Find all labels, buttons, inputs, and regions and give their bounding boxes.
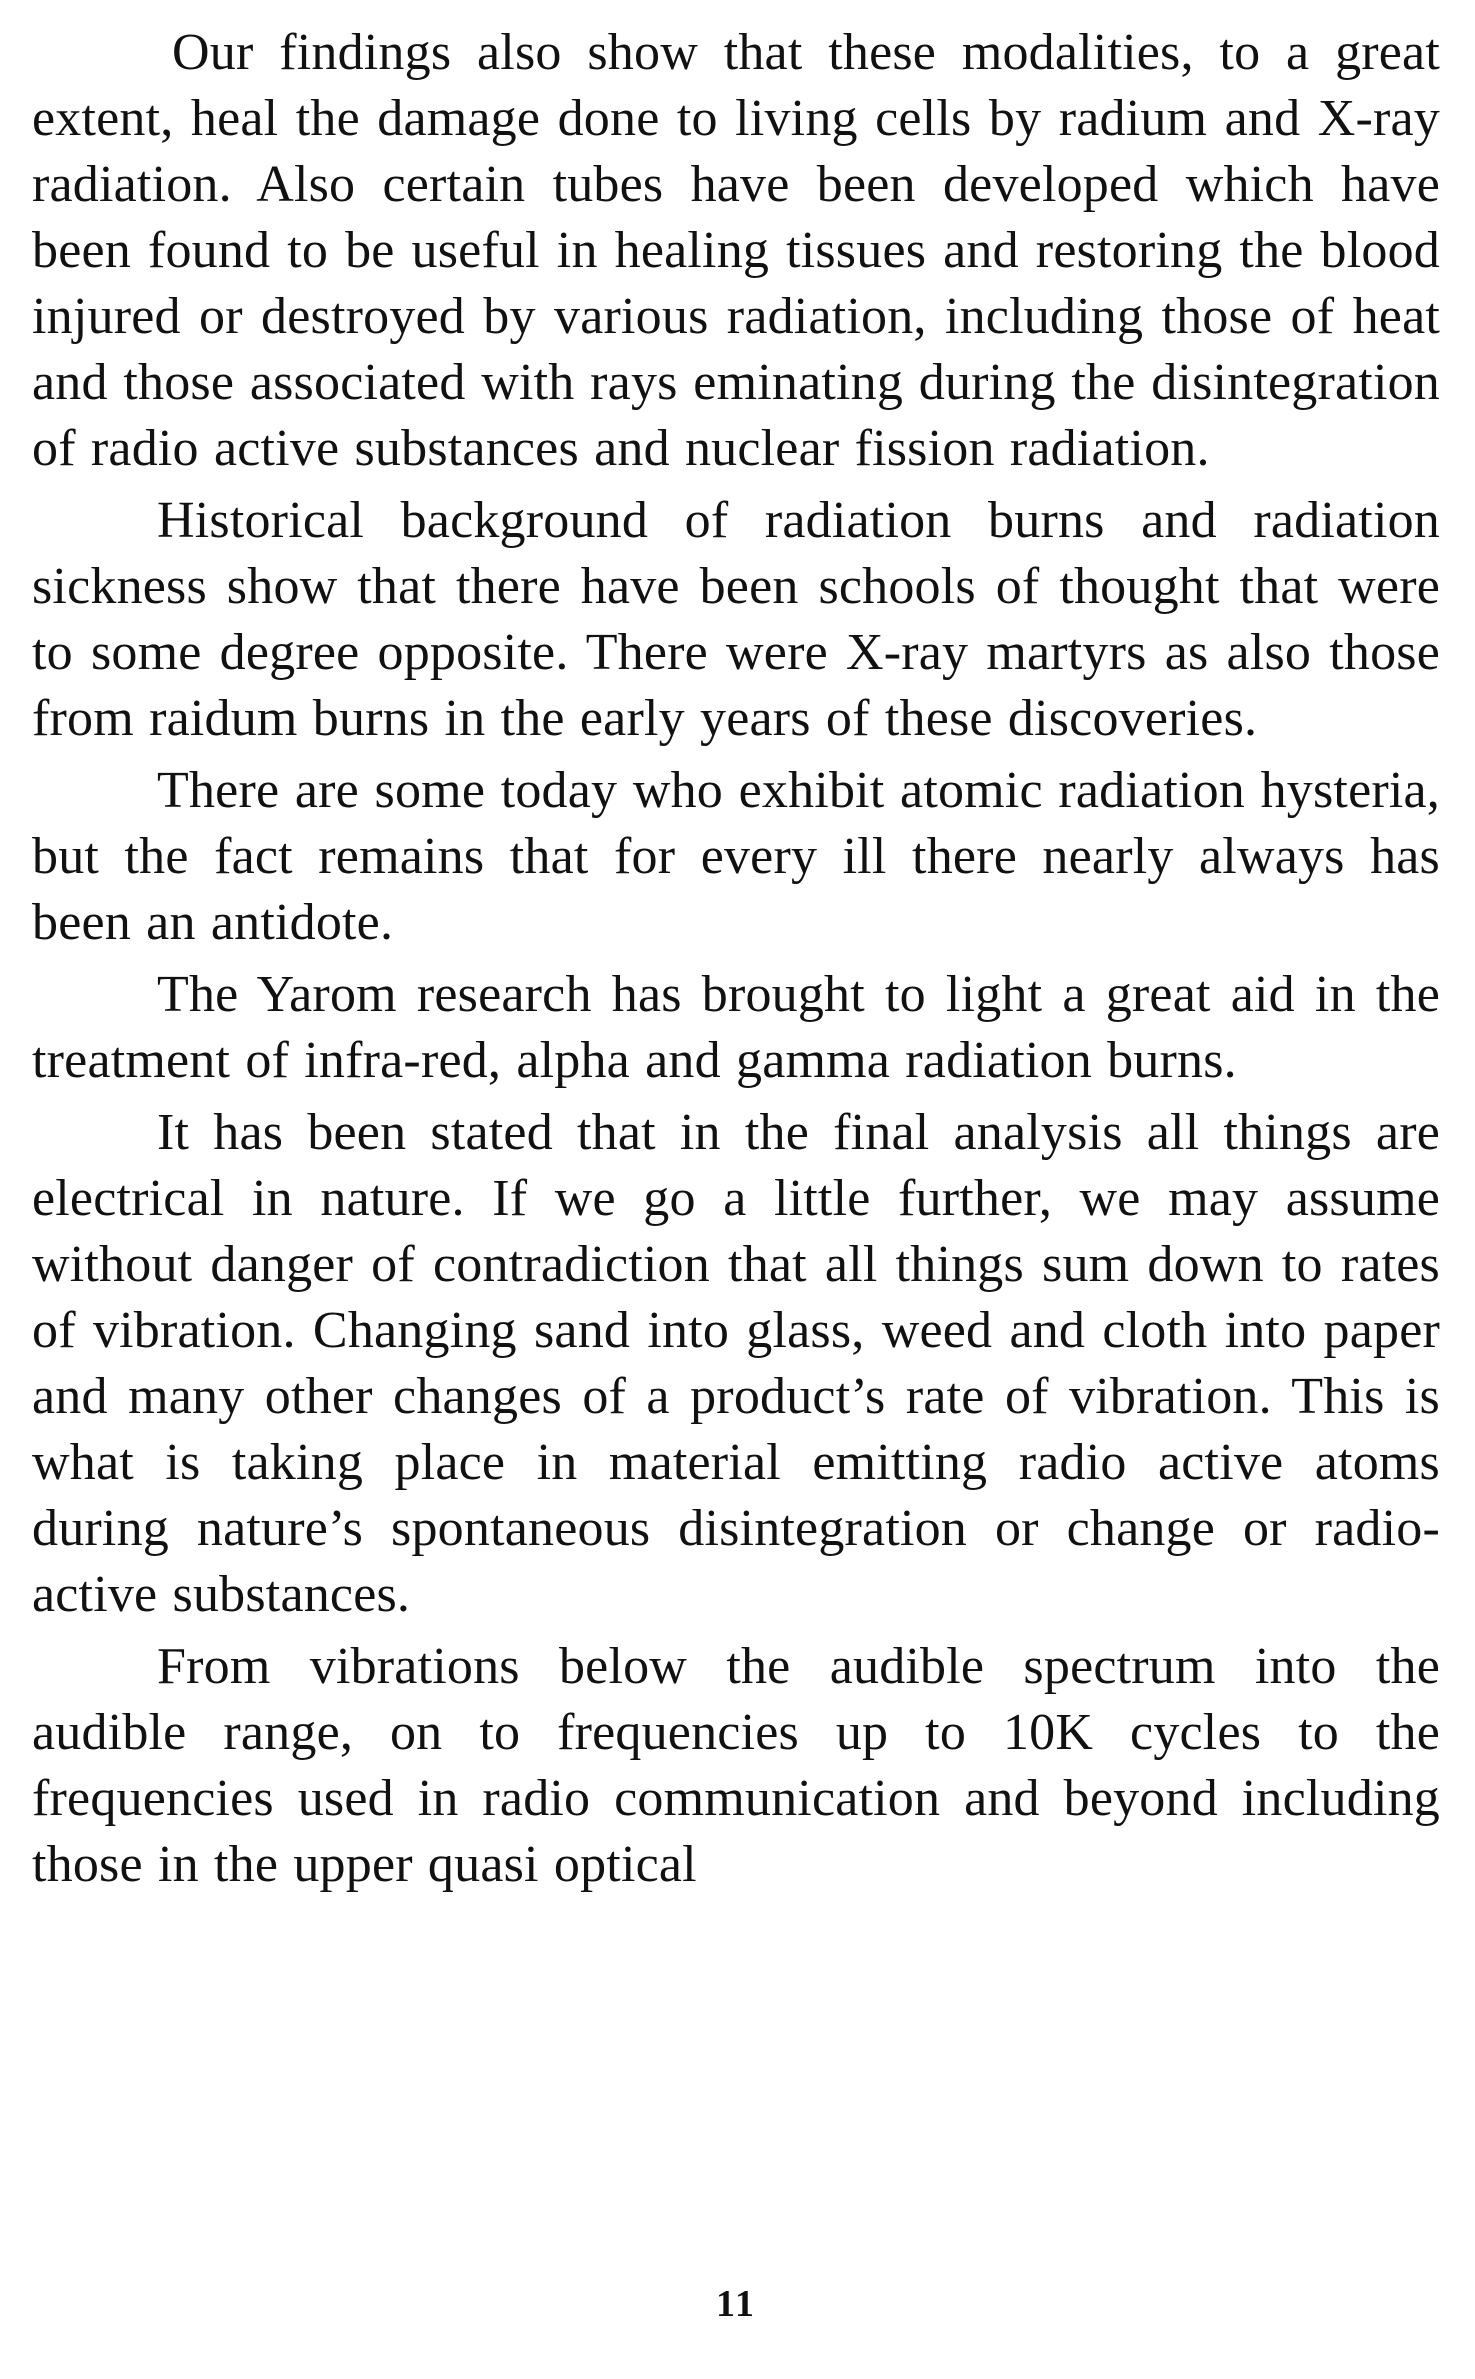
paragraph-6: From vibrations below the audible spectrum into the audible range, on to frequencies up to 10K cycles to the frequencies used in radio communication and beyond including those in the upper quasi optical (32, 1638, 1440, 1893)
paragraph-1: Our findings also show that these modalities, to a great extent, heal the damage done to living cells by radium and X-ray radiation. Also certain tubes have been developed which have been found to be useful in healing tissues and restoring the blood injured or destroyed by various radiation, including those of heat and those associated with rays eminating during the disintegration of radio active substances and nuclear fission radiation. (32, 24, 1440, 477)
document-page (32, 20, 1440, 2360)
paragraph-4: The Yarom research has brought to light a great aid in the treatment of infra-red, alpha and gamma radiation burns. (32, 966, 1440, 1089)
paragraph-2: Historical background of radiation burns and radiation sickness show that there have been schools of thought that were to some degree opposite. There were X-ray martyrs as also those from raidum burns in the early years of these discoveries. (32, 492, 1440, 747)
paragraph-3: There are some today who exhibit atomic radiation hysteria, but the fact remains that for every ill there nearly always has been an antidote. (32, 762, 1440, 951)
paragraph-5: It has been stated that in the final analysis all things are electrical in nature. If we go a little further, we may assume without danger of contradiction that all things sum down to rates of vibration. Changing sand into glass, weed and cloth into paper and many other changes of a product’s rate of vibration. This is what is taking place in material emitting radio active atoms during nature’s spontaneous disintegration or change or radio-active substances. (32, 1104, 1440, 1623)
page-number: 11 (716, 2283, 756, 2325)
